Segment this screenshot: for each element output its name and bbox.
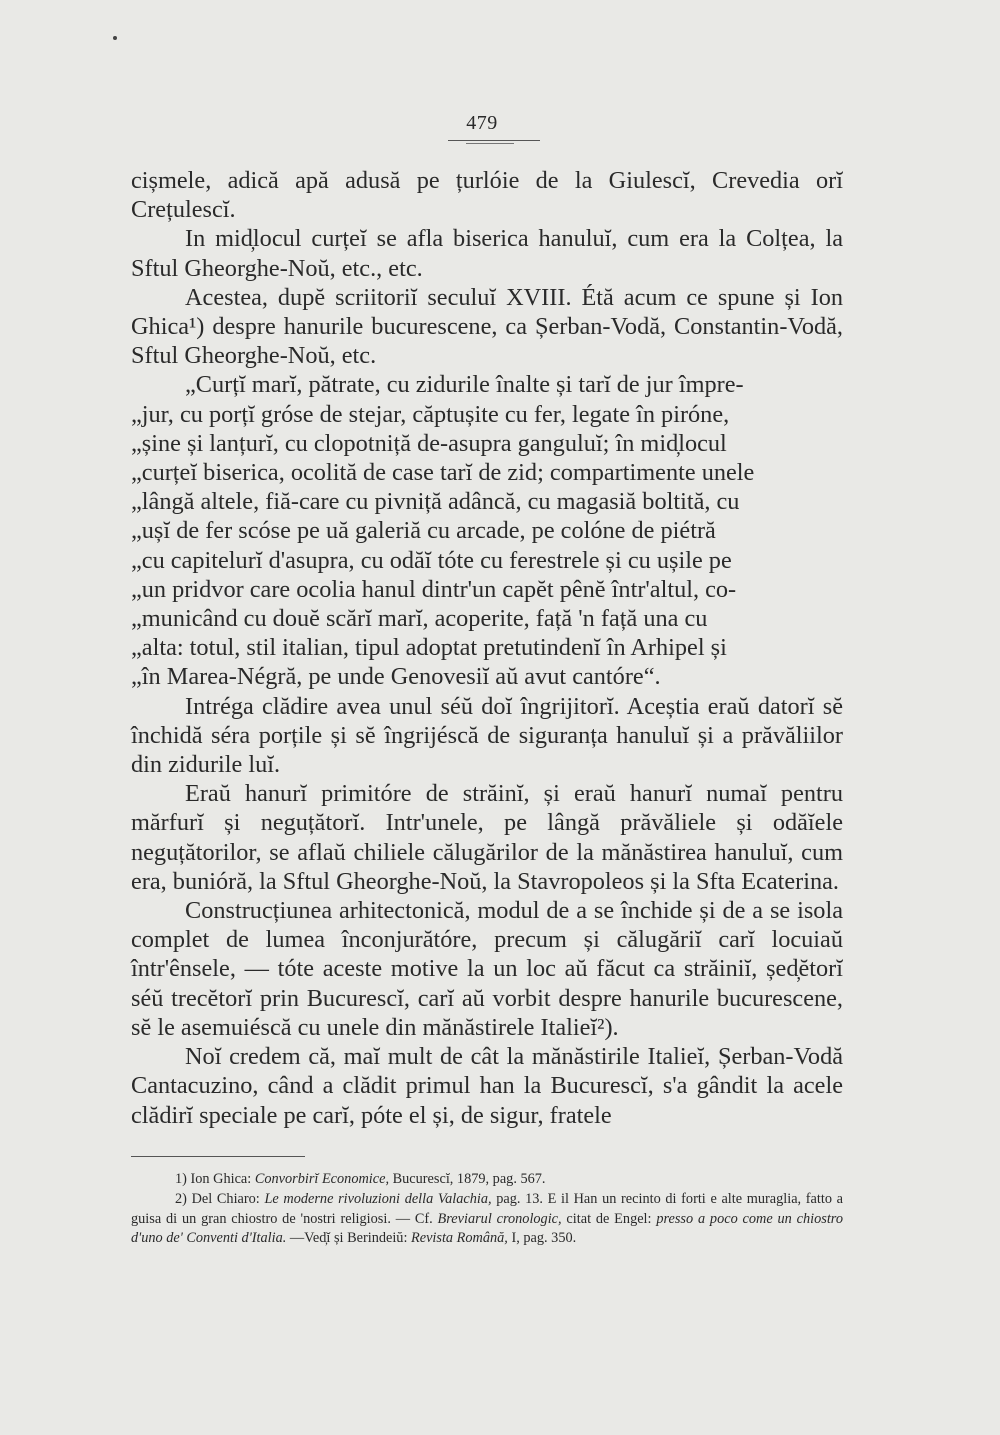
footnote-quote: presso a poco come un chiostro d'uno de' Conventi d'Italia. xyxy=(131,1210,843,1247)
page-number-rule-short xyxy=(466,143,514,144)
footnote-author: Del Chiaro: xyxy=(191,1190,265,1207)
speck-mark xyxy=(113,36,117,40)
footnote-author: Ion Ghica: xyxy=(190,1171,255,1187)
quote-line: „alta: totul, stil italian, tipul adoptat pretutindenĭ în Arhipel și xyxy=(131,634,727,662)
paragraph: In mid̦locul curțeĭ se afla biserica hanuluĭ, cum era la Colțea, la Sftul Gheorghe-Noŭ, etc., etc. xyxy=(131,225,843,282)
footnote-1 xyxy=(131,1170,843,1190)
quote-line: „ușĭ de fer scóse pe uă galeriă cu arcade, pe colóne de piétră xyxy=(131,517,716,545)
footnote-text: —Ved̦ĭ și Berindeiŭ: xyxy=(286,1230,411,1247)
quotation-block xyxy=(131,370,843,691)
footnote-rule xyxy=(131,1156,305,1157)
footnote-text: pag. 13. E il Han un recinto di forti e alte muraglia, fatto a guisa di un gran chiostro de 'nostri religiosi. — Cf. xyxy=(131,1190,843,1227)
footnote-text: citat de Engel: xyxy=(561,1210,657,1227)
footnote-2 xyxy=(131,1190,843,1249)
paragraph: Construcțiunea arhitectonică, modul de a se închide și de a se isola complet de lumea înconjurătóre, precum și călugăriĭ carĭ locuiaŭ într'ênsele, — tóte aceste motive la un loc aŭ făcut ca străiniĭ, șed̦ĕtorĭ séŭ trecĕtorĭ prin Bucurescĭ, carĭ aŭ vorbit despre hanurile bucurescene, sĕ le asemuiéscă cu unele din mănăstirele Italieĭ²). xyxy=(131,897,843,1041)
footnote-mark: 1) xyxy=(175,1171,187,1187)
quote-line: „în Marea-Négră, pe unde Genovesiĭ aŭ avut cantóre“. xyxy=(131,663,661,691)
quote-line: „șine și lanțurĭ, cu clopotniță de-asupra ganguluĭ; în mid̦locul xyxy=(131,429,727,457)
paragraph: Acestea, dupĕ scriitoriĭ seculuĭ XVIII. Étă acum ce spune și Ion Ghica¹) despre hanurile bucurescene, ca Șerban-Vodă, Constantin-Vodă, Sftul Gheorghe-Noŭ, etc. xyxy=(131,283,843,370)
footnote-mark: 2) xyxy=(175,1190,187,1207)
footnote-work-title: Le moderne rivoluzioni della Valachia, xyxy=(264,1190,492,1207)
footnote-work-title: Revista Română, xyxy=(411,1230,508,1247)
page-number-rule xyxy=(448,140,540,141)
paragraph: Noĭ credem că, maĭ mult de cât la mănăstirile Italieĭ, Șerban-Vodă Cantacuzino, când a clădit primul han la Bucurescĭ, s'a gândit la acele clădirĭ speciale pe carĭ, póte el și, de sigur, fratele xyxy=(131,1043,843,1129)
footnotes xyxy=(131,1170,843,1249)
paragraph: Intréga clădire avea unul séŭ doĭ îngrijitorĭ. Aceștia eraŭ datorĭ sĕ închidă séra porțile și sĕ îngrijéscă de siguranța hanuluĭ și a prăvăliilor din zidurile luĭ. xyxy=(131,692,843,779)
quote-line: „curțeĭ biserica, ocolită de case tarĭ de zid; compartimente unele xyxy=(131,459,755,487)
footnote-work-title: Convorbirĭ Economice, xyxy=(254,1171,390,1187)
page-number: 479 xyxy=(466,112,498,134)
footnote-work-title: Breviarul cronologic, xyxy=(437,1210,562,1227)
quote-line: „Curțĭ marĭ, pătrate, cu zidurile înalte și tarĭ de jur împre- xyxy=(185,371,744,399)
main-text xyxy=(131,166,843,1130)
paragraph: Eraŭ hanurĭ primitóre de străinĭ, și eraŭ hanurĭ numaĭ pentru mărfurĭ și neguțătorĭ. Intr'unele, pe lângă prăvăliele și odăĭele neguțătorilor, se aflaŭ chiliele călugărilor de la mănăstirea hanuluĭ, cum era, bunióră, la Sftul Gheorghe-Noŭ, la Stavropoleos și la Sfta Ecaterina. xyxy=(131,780,843,895)
quote-line: „lângă altele, fiă-care cu pivniță adâncă, cu magasiă boltită, cu xyxy=(131,488,740,516)
footnote-text: Bucurescĭ, 1879, pag. 567. xyxy=(389,1171,546,1187)
quote-line: „municând cu douĕ scărĭ marĭ, acoperite, față 'n față una cu xyxy=(131,605,708,633)
quote-line: „un pridvor care ocolia hanul dintr'un capĕt pênĕ într'altul, co- xyxy=(131,575,737,603)
footnote-text: I, pag. 350. xyxy=(507,1230,577,1247)
quote-line: „jur, cu porțĭ gróse de stejar, căptușite cu fer, legate în piróne, xyxy=(131,400,730,428)
paragraph: cișmele, adică apă adusă pe țurlóie de la Giulescĭ, Crevedia orĭ Crețulescĭ. xyxy=(131,167,843,224)
quote-line: „cu capitelurĭ d'asupra, cu odăĭ tóte cu ferestrele și cu ușile pe xyxy=(131,546,732,574)
